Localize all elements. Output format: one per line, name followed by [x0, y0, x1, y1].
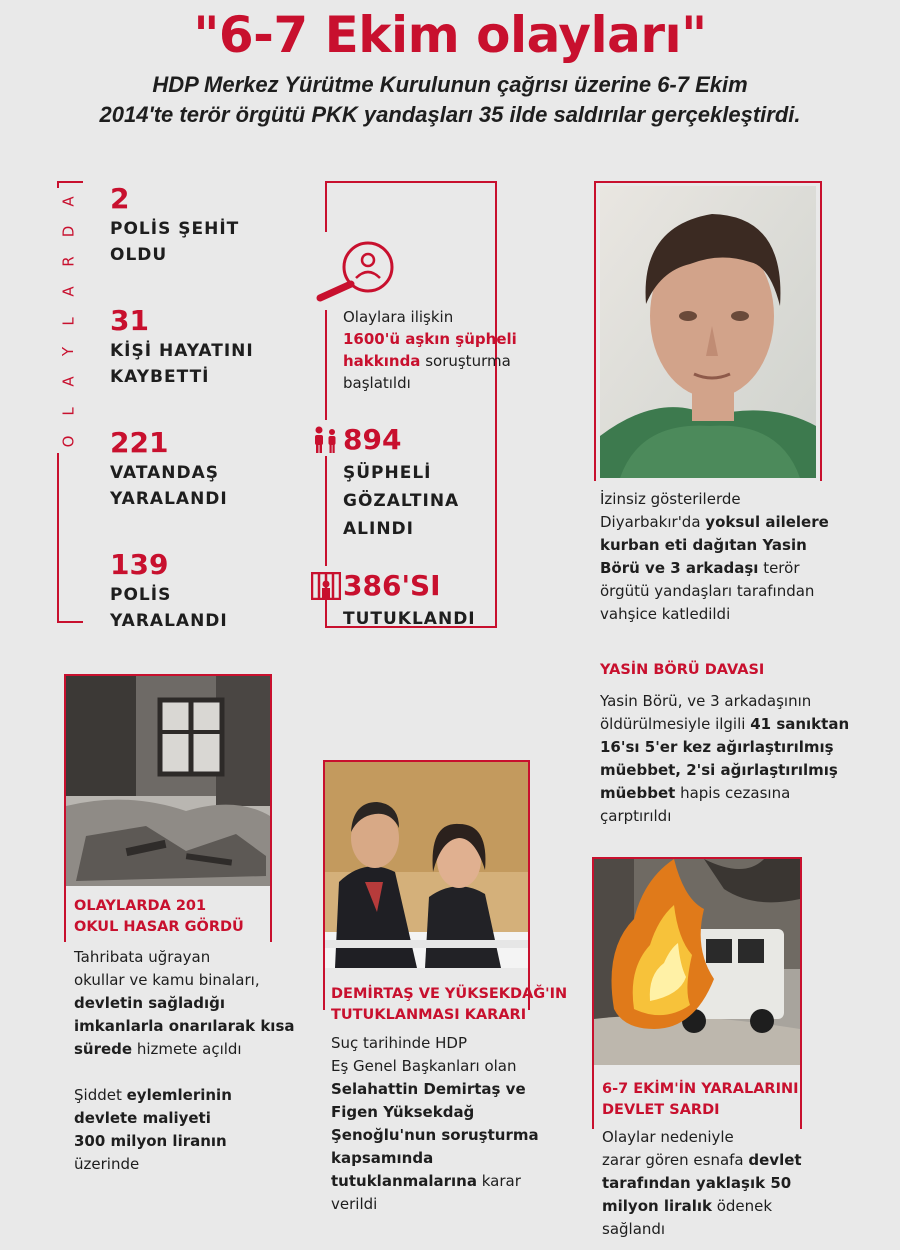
yasin-line: [600, 511, 829, 534]
bold: müebbet: [600, 784, 676, 802]
stat-number: 31: [110, 304, 149, 337]
page-subtitle: [0, 70, 900, 130]
jail-icon: [311, 572, 341, 600]
stat-label: YARALANDI: [110, 489, 228, 509]
yasin-case-title: YASİN BÖRÜ DAVASI: [600, 662, 765, 678]
investigation-text: [343, 306, 517, 394]
text: karar: [476, 1172, 521, 1190]
stat-label: POLİS: [110, 585, 172, 605]
demirtas-line: [331, 1032, 539, 1055]
bold: Selahattin Demirtaş ve: [331, 1080, 526, 1098]
side-label-letter: A: [59, 196, 78, 207]
yasin-case-text: [600, 690, 849, 828]
magnifier-user-icon: [308, 236, 404, 306]
text: hapis cezasına: [675, 784, 791, 802]
arrested-block: [343, 571, 476, 633]
yasin-line: [600, 488, 829, 511]
stat-number: 2: [110, 182, 130, 215]
cost-line: [74, 1107, 232, 1130]
frame-edge: [495, 600, 497, 628]
subtitle-line: HDP Merkez Yürütme Kurulunun çağrısı üzerine 6-7 Ekim: [152, 72, 748, 97]
burned-classroom-photo: [66, 676, 270, 886]
stat-police-injured: [110, 550, 228, 634]
stat-label: KAYBETTİ: [110, 367, 210, 387]
text: hizmete açıldı: [132, 1040, 242, 1058]
bold: sürede: [74, 1040, 133, 1058]
investigation-rest: soruşturma: [420, 352, 511, 370]
arrested-label: TUTUKLANDI: [343, 609, 476, 629]
wounds-line: [602, 1126, 802, 1149]
bold: 16'sı 5'er kez ağırlaştırılmış: [600, 738, 834, 756]
schools-line: [74, 992, 295, 1015]
schools-line: [74, 969, 295, 992]
stat-citizens-injured: [110, 428, 228, 512]
side-label: [52, 194, 86, 449]
stat-label: OLDU: [110, 245, 168, 265]
cost-line: [74, 1153, 232, 1176]
side-label-letter: D: [59, 225, 78, 238]
wounds-title-line: 6-7 EKİM'İN YARALARINI: [602, 1081, 799, 1097]
side-label-letter: A: [59, 286, 78, 297]
text: öldürülmesiyle ilgili: [600, 715, 751, 733]
schools-title-line: OKUL HASAR GÖRDÜ: [74, 919, 244, 935]
demirtas-text: [331, 1032, 539, 1216]
bold: kurban eti dağıtan Yasin: [600, 536, 807, 554]
stat-label: VATANDAŞ: [110, 463, 220, 483]
side-label-letter: A: [59, 376, 78, 387]
bold: devlete maliyeti: [74, 1109, 211, 1127]
bold: devletin sağladığı: [74, 994, 226, 1012]
text: örgütü yandaşları tarafından: [600, 582, 815, 600]
side-label-letter: O: [59, 435, 78, 448]
case-line: [600, 690, 849, 713]
text: sağlandı: [602, 1220, 666, 1238]
bold: Börü ve 3 arkadaşı: [600, 559, 759, 577]
bold: Şenoğlu'nun soruşturma: [331, 1126, 539, 1144]
detained-label: ALINDI: [343, 519, 414, 539]
bold: milyon liralık: [602, 1197, 712, 1215]
text: çarptırıldı: [600, 807, 672, 825]
detained-block: [343, 425, 459, 543]
case-line: [600, 736, 849, 759]
detained-label: GÖZALTINA: [343, 491, 460, 511]
bold: eylemlerinin: [126, 1086, 232, 1104]
text: Yasin Börü, ve 3 arkadaşının: [600, 692, 812, 710]
bold: tutuklanmalarına: [331, 1172, 477, 1190]
yasin-line: [600, 580, 829, 603]
demirtas-line: [331, 1055, 539, 1078]
wounds-title: [602, 1079, 799, 1121]
frame-edge: [325, 600, 327, 628]
text: verildi: [331, 1195, 378, 1213]
schools-title-line: OLAYLARDA 201: [74, 898, 207, 914]
stat-label: POLİS ŞEHİT: [110, 219, 240, 239]
text: Diyarbakır'da: [600, 513, 706, 531]
text: terör: [758, 559, 800, 577]
schools-line: [74, 1038, 295, 1061]
subtitle-line: 2014'te terör örgütü PKK yandaşları 35 ilde saldırılar gerçekleştirdi.: [99, 102, 801, 127]
bold: müebbet, 2'si ağırlaştırılmış: [600, 761, 838, 779]
detained-number: 894: [343, 423, 402, 456]
yasin-line: [600, 534, 829, 557]
demirtas-title: [331, 984, 567, 1026]
case-line: [600, 759, 849, 782]
detained-label: ŞÜPHELİ: [343, 463, 432, 483]
bold: devlet: [748, 1151, 802, 1169]
text: ödenek: [711, 1197, 773, 1215]
demirtas-line: [331, 1124, 539, 1147]
demirtas-line: [331, 1170, 539, 1193]
side-label-letter: L: [59, 407, 78, 416]
schools-title: [74, 896, 244, 938]
demirtas-title-line: TUTUKLANMASI KARARI: [331, 1007, 527, 1023]
yasin-line: [600, 603, 829, 626]
bold: kapsamında: [331, 1149, 434, 1167]
text: Olaylar nedeniyle: [602, 1128, 734, 1146]
case-line: [600, 805, 849, 828]
text: Eş Genel Başkanları olan: [331, 1057, 517, 1075]
stat-people-died: [110, 306, 254, 390]
text: Suç tarihinde HDP: [331, 1034, 468, 1052]
investigation-highlight: hakkında: [343, 352, 421, 370]
wounds-text: [602, 1126, 802, 1241]
investigation-line: başlatıldı: [343, 374, 411, 392]
side-label-letter: Y: [59, 346, 78, 357]
side-label-letter: R: [59, 256, 78, 267]
wounds-line: [602, 1149, 802, 1172]
arrested-number: 386'SI: [343, 569, 441, 602]
investigation-line: Olaylara ilişkin: [343, 308, 454, 326]
stat-number: 221: [110, 426, 169, 459]
investigation-line: [343, 350, 517, 372]
cost-line: [74, 1084, 232, 1107]
page-title: "6-7 Ekim olayları": [193, 6, 707, 64]
stat-number: 139: [110, 548, 169, 581]
wounds-line: [602, 1218, 802, 1241]
demirtas-line: [331, 1101, 539, 1124]
case-line: [600, 713, 849, 736]
people-icon: [311, 426, 341, 454]
demirtas-title-line: DEMİRTAŞ VE YÜKSEKDAĞ'IN: [331, 986, 568, 1002]
two-politicians-photo: [325, 762, 528, 968]
wounds-line: [602, 1195, 802, 1218]
demirtas-line: [331, 1193, 539, 1216]
text: zarar gören esnafa: [602, 1151, 749, 1169]
bold: yoksul ailelere: [705, 513, 829, 531]
investigation-line: [343, 328, 517, 350]
text: İzinsiz gösterilerde: [600, 490, 741, 508]
text: vahşice katledildi: [600, 605, 731, 623]
stat-label: YARALANDI: [110, 611, 228, 631]
side-label-letter: L: [59, 317, 78, 326]
schools-line: [74, 1015, 295, 1038]
burning-bus-photo: [594, 859, 800, 1065]
text: Tahribata uğrayan: [74, 948, 211, 966]
investigation-highlight: 1600'ü aşkın şüpheli: [343, 330, 517, 348]
text: Şiddet: [74, 1086, 127, 1104]
schools-line: [74, 946, 295, 969]
bold: 300 milyon liranın: [74, 1132, 227, 1150]
yasin-line: [600, 557, 829, 580]
text: okullar ve kamu binaları,: [74, 971, 260, 989]
schools-text: [74, 946, 295, 1061]
wounds-title-line: DEVLET SARDI: [602, 1102, 720, 1118]
wounds-line: [602, 1172, 802, 1195]
text: üzerinde: [74, 1155, 140, 1173]
bold: imkanlarla onarılarak kısa: [74, 1017, 295, 1035]
bold: 41 sanıktan: [750, 715, 850, 733]
yasin-text: [600, 488, 829, 626]
cost-line: [74, 1130, 232, 1153]
boy-portrait-photo: [600, 186, 816, 478]
bold: tarafından yaklaşık 50: [602, 1174, 792, 1192]
stat-label: KİŞİ HAYATINI: [110, 341, 254, 361]
demirtas-line: [331, 1078, 539, 1101]
stat-police-killed: [110, 184, 239, 268]
bold: Figen Yüksekdağ: [331, 1103, 475, 1121]
case-line: [600, 782, 849, 805]
schools-cost-text: [74, 1084, 232, 1176]
demirtas-line: [331, 1147, 539, 1170]
